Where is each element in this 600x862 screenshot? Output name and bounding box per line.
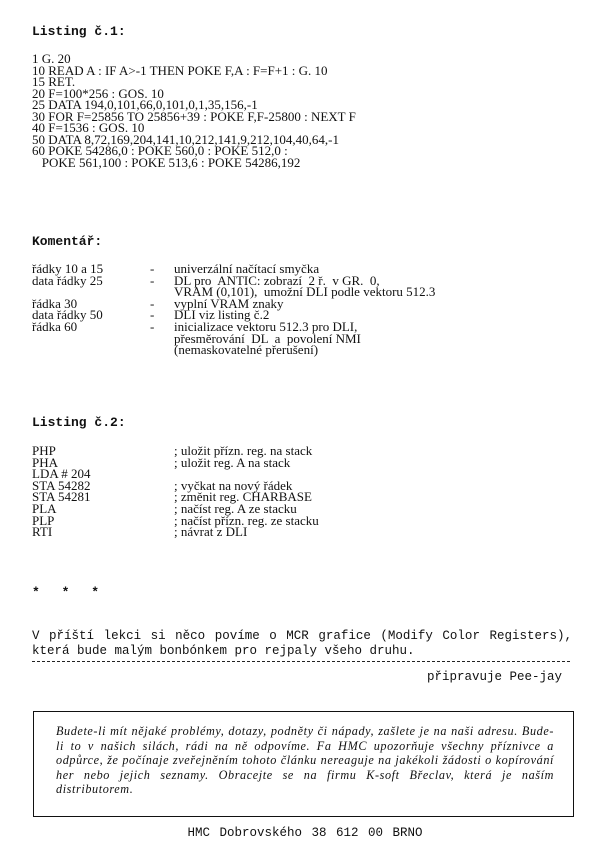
code-line: POKE 561,100 : POKE 513,6 : POKE 54286,192: [32, 154, 301, 170]
comment-text: vyplní VRAM znaky: [174, 295, 284, 311]
code-line: 30 FOR F=25856 TO 25856+39 : POKE F,F-25800 : NEXT F: [32, 108, 356, 124]
listing2-code: [32, 445, 319, 538]
comment-row: [32, 344, 435, 356]
code-line: 10 READ A : IF A>-1 THEN POKE F,A : F=F+1 : G. 10: [32, 62, 328, 78]
comment-title: Komentář:: [32, 234, 103, 249]
comment-text: přesměrování DL a povolení NMI: [174, 330, 361, 346]
comment-dash: [150, 344, 174, 356]
next-lesson-paragraph: V příští lekci si něco povíme o MCR grafice (Modify Color Registers), která bude malým bonbónkem pro rejpaly všeho druhu.: [32, 629, 572, 658]
code-line: 15 RET.: [32, 74, 76, 89]
comment-text: inicializace vektoru 512.3 pro DLI,: [174, 318, 358, 334]
comment-dash: -: [150, 261, 155, 276]
code-line: 20 F=100*256 : GOS. 10: [32, 85, 164, 101]
comment-label: data řádky 50: [32, 307, 103, 323]
comment-label: data řádky 25: [32, 272, 103, 288]
comment-text: DL pro ANTIC: zobrazí 2 ř. v GR. 0,: [174, 272, 380, 288]
code-line: 1 G. 20: [32, 51, 71, 66]
asm-comment: ; uložit reg. A na stack: [174, 454, 291, 470]
address-footer: HMC Dobrovského 38 612 00 BRNO: [187, 826, 423, 840]
comment-text: (nemaskovatelné přerušení): [174, 342, 319, 358]
asm-instruction: PHA: [32, 454, 59, 470]
comment-table: [32, 263, 435, 356]
comment-dash: -: [150, 272, 155, 288]
comment-text: DLI viz listing č.2: [174, 307, 270, 323]
asm-comment: ; změnit reg. CHARBASE: [174, 489, 312, 505]
asm-instruction: RTI: [32, 524, 53, 540]
comment-dash: [150, 333, 174, 345]
dashed-divider: [32, 661, 570, 662]
asm-instruction: STA 54282: [32, 477, 91, 493]
comment-label: řádky 10 a 15: [32, 261, 104, 276]
comment-dash: -: [150, 318, 155, 334]
asm-instruction: PLA: [32, 500, 57, 516]
listing1-code: [32, 53, 356, 168]
comment-text: VRAM (0,101), umožní DLI podle vektoru 512.3: [174, 284, 436, 300]
listing1-title: Listing č.1:: [32, 24, 126, 39]
asm-comment: ; vyčkat na nový řádek: [174, 477, 293, 493]
comment-label: [32, 333, 150, 345]
comment-label: řádka 60: [32, 318, 78, 334]
asm-comment: ; uložit přízn. reg. na stack: [174, 443, 313, 458]
comment-label: řádka 30: [32, 295, 78, 311]
asm-comment: ; načíst reg. A ze stacku: [174, 500, 297, 516]
comment-text: univerzální načítací smyčka: [174, 261, 320, 276]
author-signature: připravuje Pee-jay: [426, 670, 562, 684]
comment-dash: -: [150, 295, 155, 311]
code-line: 60 POKE 54286,0 : POKE 560,0 : POKE 512,0 :: [32, 143, 288, 158]
code-line: 50 DATA 8,72,169,204,141,10,212,141,9,212,104,40,64,-1: [32, 131, 339, 147]
code-line: 40 F=1536 : GOS. 10: [32, 120, 145, 135]
asm-instruction: STA 54281: [32, 489, 91, 505]
asm-instruction: PHP: [32, 443, 56, 458]
section-separator: * * *: [32, 585, 100, 600]
asm-instruction: LDA # 204: [32, 466, 91, 482]
asm-comment: ; načíst přízn. reg. ze stacku: [174, 512, 319, 528]
asm-instruction: PLP: [32, 512, 55, 528]
asm-comment: ; návrat z DLI: [174, 524, 248, 540]
listing2-title: Listing č.2:: [32, 415, 126, 430]
comment-dash: -: [150, 307, 155, 323]
notice-text: Budete-li mít nějaké problémy, dotazy, podněty či nápady, zašlete je na naši adresu. Bude-li to v našich silách, rádi na ně odpovíme. Fa HMC upozorňuje všechny příznivce a odpůrce, že počínaje zveřejněním tohoto článku nereaguje na jakékoli žádosti o kopírování her nebo jejich seznamy. Obracejte se na firmu K-soft Břeclav, která je naším distributorem.: [56, 724, 554, 797]
asm-row: [32, 526, 319, 538]
code-line: 25 DATA 194,0,101,66,0,101,0,1,35,156,-1: [32, 97, 258, 112]
comment-label: [32, 344, 150, 356]
